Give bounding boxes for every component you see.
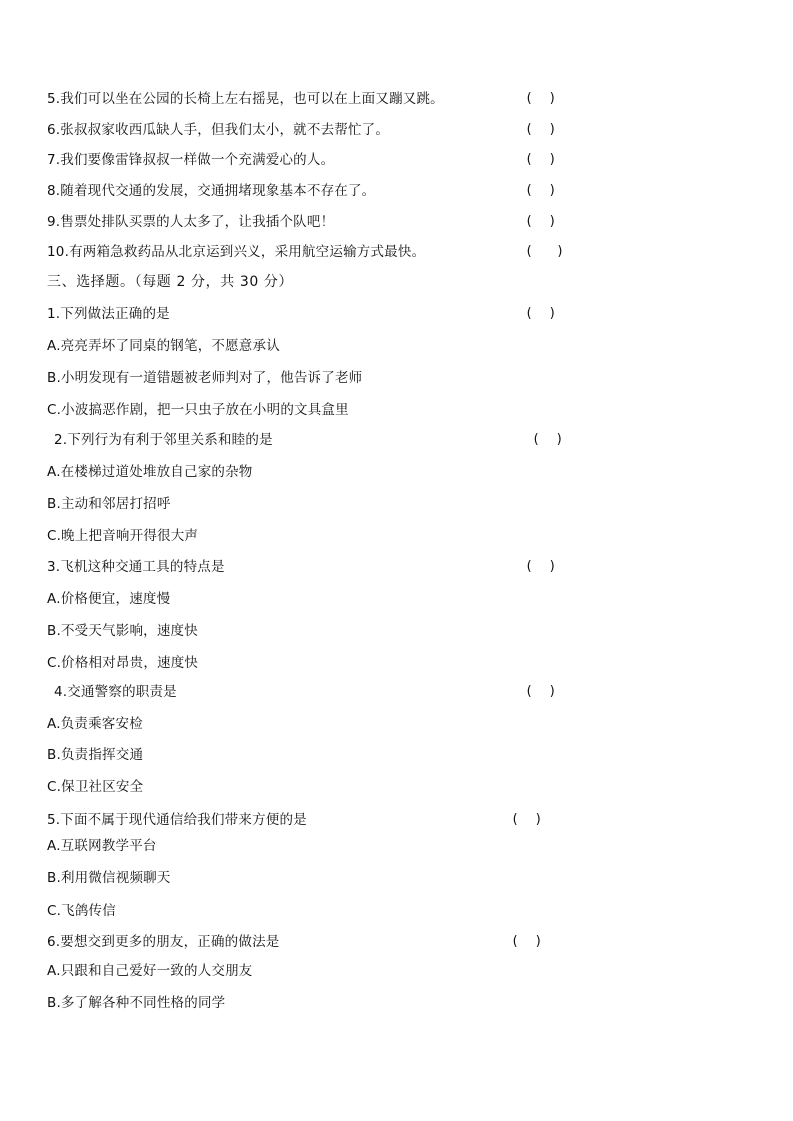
answer-bracket: ( ) xyxy=(525,122,557,137)
answer-bracket: ( ) xyxy=(525,684,557,699)
judgment-item-9: 9.售票处排队买票的人太多了，让我插个队吧！ xyxy=(47,214,335,230)
option-c: C.飞鸽传信 xyxy=(47,903,116,919)
question-6: 6.要想交到更多的朋友，正确的做法是 xyxy=(47,934,280,950)
answer-bracket: ( ) xyxy=(532,432,564,447)
option-c: C.晚上把音响开得很大声 xyxy=(47,528,199,544)
option-b: B.多了解各种不同性格的同学 xyxy=(47,995,226,1011)
judgment-item-5: 5.我们可以坐在公园的长椅上左右摇晃，也可以在上面又蹦又跳。 xyxy=(47,91,444,107)
answer-bracket: ( ) xyxy=(525,91,557,106)
question-4: 4.交通警察的职责是 xyxy=(54,684,177,700)
judgment-item-7: 7.我们要像雷锋叔叔一样做一个充满爱心的人。 xyxy=(47,152,335,168)
answer-bracket: ( ) xyxy=(525,214,557,229)
judgment-item-8: 8.随着现代交通的发展，交通拥堵现象基本不存在了。 xyxy=(47,183,376,199)
option-b: B.不受天气影响，速度快 xyxy=(47,623,198,639)
option-c: C.小波搞恶作剧，把一只虫子放在小明的文具盒里 xyxy=(47,402,349,418)
question-2: 2.下列行为有利于邻里关系和睦的是 xyxy=(54,432,273,448)
judgment-item-10: 10.有两箱急救药品从北京运到兴义，采用航空运输方式最快。 xyxy=(47,244,426,260)
option-c: C.价格相对昂贵，速度快 xyxy=(47,655,199,671)
option-c: C.保卫社区安全 xyxy=(47,779,144,795)
judgment-item-6: 6.张叔叔家收西瓜缺人手，但我们太小，就不去帮忙了。 xyxy=(47,122,390,138)
answer-bracket: ( ) xyxy=(525,183,557,198)
question-5: 5.下面不属于现代通信给我们带来方便的是 xyxy=(47,812,307,828)
option-a: A.负责乘客安检 xyxy=(47,716,143,732)
question-3: 3.飞机这种交通工具的特点是 xyxy=(47,559,225,575)
answer-bracket: ( ) xyxy=(525,559,557,574)
option-a: A.互联网教学平台 xyxy=(47,838,157,854)
question-1: 1.下列做法正确的是 xyxy=(47,306,170,322)
option-b: B.负责指挥交通 xyxy=(47,747,144,763)
option-a: A.只跟和自己爱好一致的人交朋友 xyxy=(47,963,253,979)
answer-bracket: ( ) xyxy=(525,306,557,321)
option-a: A.价格便宜，速度慢 xyxy=(47,591,171,607)
option-b: B.利用微信视频聊天 xyxy=(47,870,171,886)
answer-bracket: ( ) xyxy=(525,152,557,167)
option-b: B.小明发现有一道错题被老师判对了，他告诉了老师 xyxy=(47,370,363,386)
option-a: A.在楼梯过道处堆放自己家的杂物 xyxy=(47,464,253,480)
answer-bracket: ( ) xyxy=(511,934,543,949)
option-a: A.亮亮弄坏了同桌的钢笔，不愿意承认 xyxy=(47,338,280,354)
answer-bracket: ( ) xyxy=(525,244,565,259)
section-title: 三、选择题。（每题 2 分，共 30 分） xyxy=(47,274,294,290)
option-b: B.主动和邻居打招呼 xyxy=(47,496,171,512)
answer-bracket: ( ) xyxy=(511,812,543,827)
